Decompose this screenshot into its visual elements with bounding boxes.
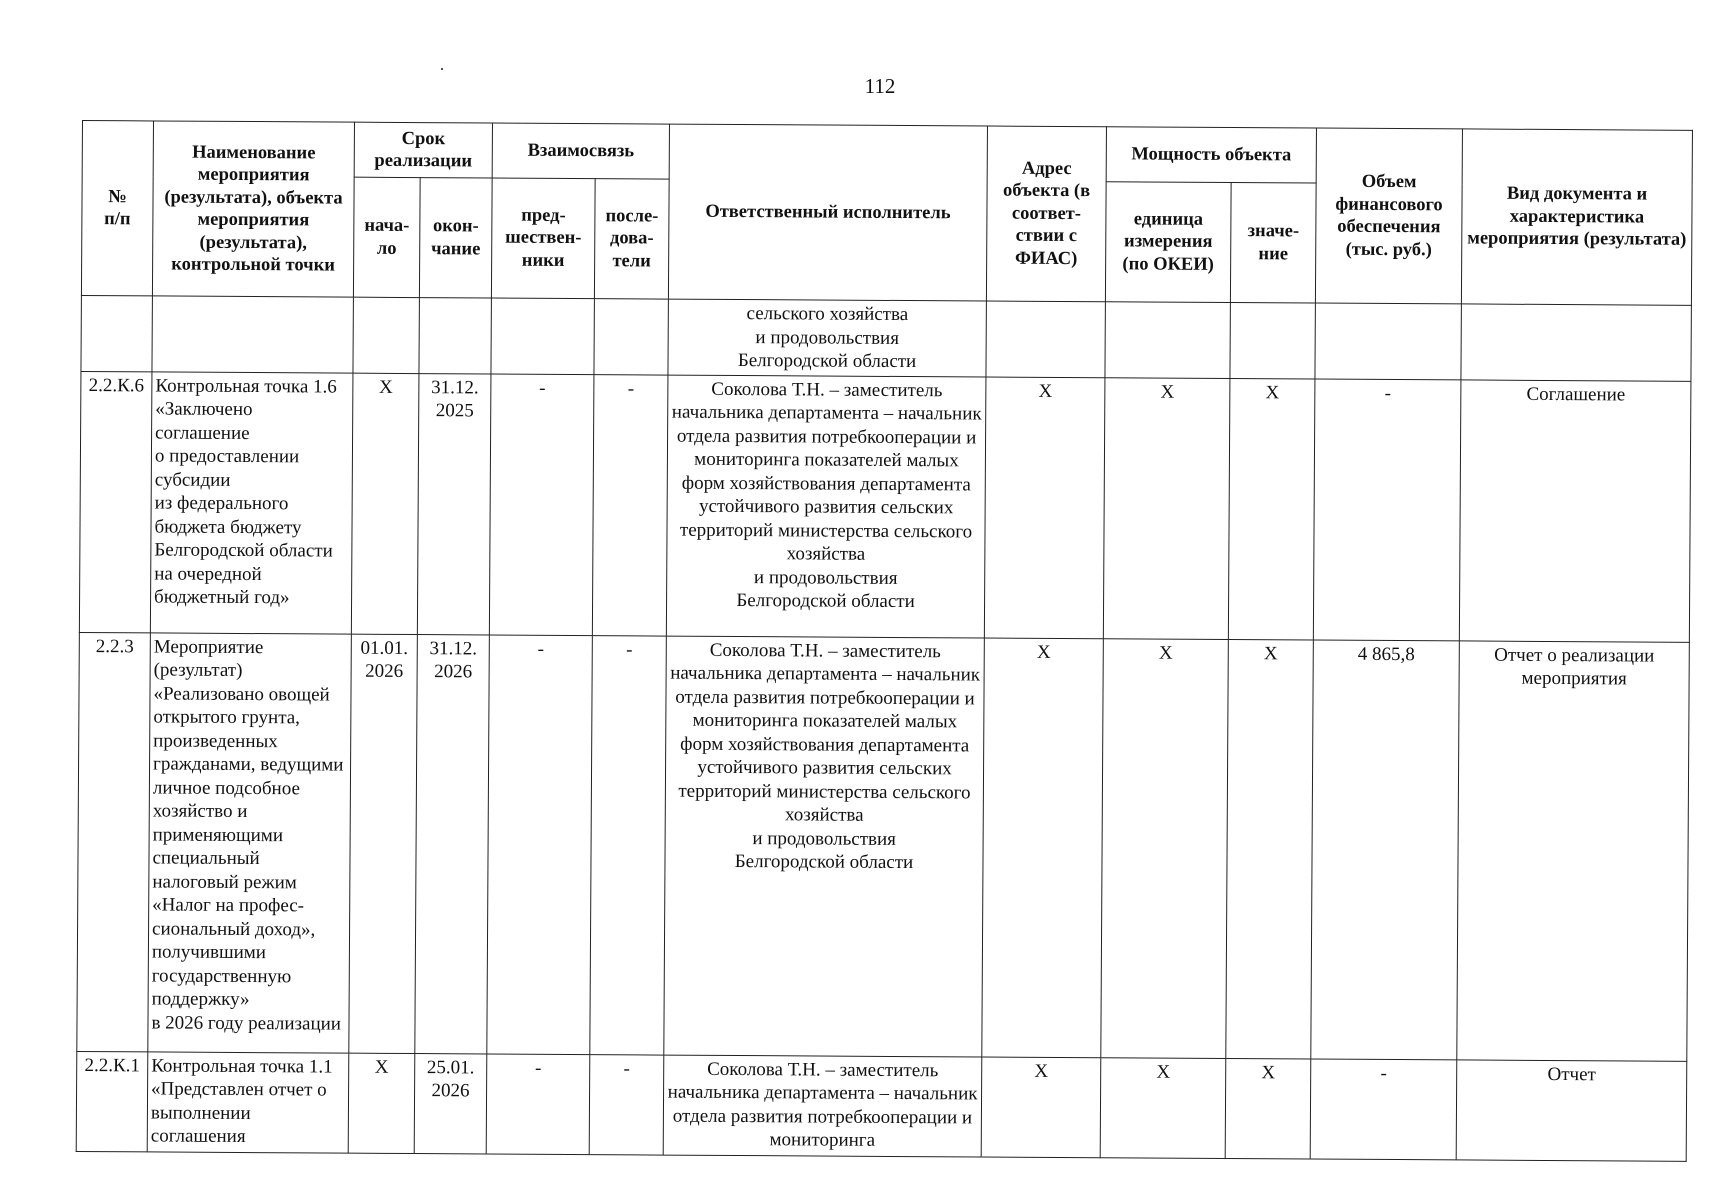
cell-name	[152, 296, 353, 373]
cell-pred: -	[489, 374, 594, 636]
cell-unit	[1105, 302, 1230, 378]
cell-value: X	[1226, 639, 1314, 1059]
cell-responsible: Соколова Т.Н. – заместитель начальника департамента – начальник отдела развития потребкооперации и мониторинга	[663, 1055, 982, 1157]
cell-finance: -	[1313, 379, 1461, 641]
cell-pred: -	[487, 634, 593, 1054]
cell-doc	[1461, 304, 1691, 381]
header-num: № п/п	[81, 121, 153, 296]
cell-succ: -	[589, 1054, 664, 1154]
table-row	[76, 1051, 1687, 1161]
cell-end	[419, 298, 491, 374]
header-finance: Объем финансового обеспечения (тыс. руб.)	[1315, 128, 1462, 304]
cell-num	[81, 295, 152, 371]
cell-pred: -	[486, 1053, 590, 1154]
cell-unit: X	[1101, 638, 1229, 1058]
cell-end: 31.12. 2026	[415, 634, 490, 1053]
cell-num: 2.2.К.1	[76, 1051, 148, 1151]
header-link-pred: пред- шествен- ники	[491, 178, 595, 299]
cell-start: 01.01. 2026	[349, 634, 418, 1053]
header-responsible: Ответственный исполнитель	[668, 124, 987, 301]
cell-end: 25.01. 2026	[414, 1053, 487, 1153]
cell-doc: Отчет о реализации мероприятия	[1457, 640, 1690, 1060]
cell-doc: Отчет	[1456, 1059, 1687, 1160]
cell-succ: -	[590, 635, 667, 1054]
cell-start: X	[351, 373, 419, 634]
cell-succ	[594, 299, 668, 375]
scan-speck	[441, 68, 443, 70]
page-number: 112	[864, 74, 896, 98]
cell-value: X	[1228, 378, 1315, 640]
table-row	[77, 632, 1690, 1061]
cell-pred	[491, 298, 594, 374]
cell-address: X	[984, 377, 1105, 639]
cell-name: Мероприятие (результат) «Реализовано овощей открытого грунта, произведенных гражданами, ведущими личное подсобное хозяйство и применяющими специальный налоговый режим «Налог на профес-сиональный доход», получившими государственную поддержку» в 2026 году реализации	[148, 632, 352, 1052]
header-name: Наименование мероприятия (результата), объекта мероприятия (результата), контрольной точки	[152, 121, 354, 297]
cell-end: 31.12. 2025	[417, 373, 491, 634]
header-term-end: окон- чание	[419, 178, 492, 298]
cell-value: X	[1225, 1058, 1311, 1159]
cell-address	[986, 301, 1105, 377]
table-row	[79, 371, 1691, 642]
activity-plan-table	[76, 120, 1693, 1161]
cell-name: Контрольная точка 1.6 «Заключено соглашение о предоставлении субсидии из федерального бюджета бюджету Белгородской области на очередной бюджетный год»	[150, 371, 353, 633]
cell-num: 2.2.3	[77, 632, 151, 1051]
table-row	[81, 295, 1691, 380]
cell-num: 2.2.К.6	[79, 371, 152, 632]
header-cap-unit: единица измерения (по ОКЕИ)	[1105, 182, 1231, 303]
header-address: Адрес объекта (в соответ-ствии с ФИАС)	[986, 126, 1106, 302]
cell-doc: Соглашение	[1459, 379, 1691, 641]
cell-succ: -	[592, 374, 668, 635]
cell-unit: X	[1100, 1057, 1226, 1158]
cell-unit: X	[1103, 377, 1230, 639]
cell-start	[353, 297, 419, 373]
header-link: Взаимосвязь	[492, 123, 669, 179]
header-term: Срок реализации	[354, 122, 492, 178]
header-cap-value: значе- ние	[1230, 183, 1316, 304]
cell-finance: 4 865,8	[1311, 640, 1460, 1060]
cell-address: X	[981, 1057, 1101, 1158]
header-capacity: Мощность объекта	[1106, 127, 1316, 183]
cell-address: X	[982, 638, 1104, 1058]
cell-finance	[1315, 303, 1461, 379]
header-row-1	[82, 121, 1692, 186]
header-doc-type: Вид документа и характеристика мероприятия (результата)	[1461, 129, 1692, 305]
cell-value	[1230, 303, 1315, 379]
cell-finance: -	[1310, 1059, 1457, 1160]
cell-start: X	[348, 1053, 415, 1153]
cell-responsible: сельского хозяйства и продовольствия Белгородской области	[668, 299, 986, 376]
cell-name: Контрольная точка 1.1 «Представлен отчет о выполнении соглашения	[147, 1051, 349, 1152]
header-term-start: нача- ло	[353, 177, 420, 297]
header-link-succ: после- дова- тели	[594, 179, 669, 299]
cell-responsible: Соколова Т.Н. – заместитель начальника департамента – начальник отдела развития потребкооперации и мониторинга показателей малых форм хозяйствования департамента устойчивого развития сельских территорий министерства сельского хозяйства и продовольствия Белгородской области	[664, 636, 985, 1057]
cell-responsible: Соколова Т.Н. – заместитель начальника департамента – начальник отдела развития потребкооперации и мониторинга показателей малых форм хозяйствования департамента устойчивого развития сельских территорий министерства сельского хозяйства и продовольствия Белгородской области	[666, 375, 986, 638]
